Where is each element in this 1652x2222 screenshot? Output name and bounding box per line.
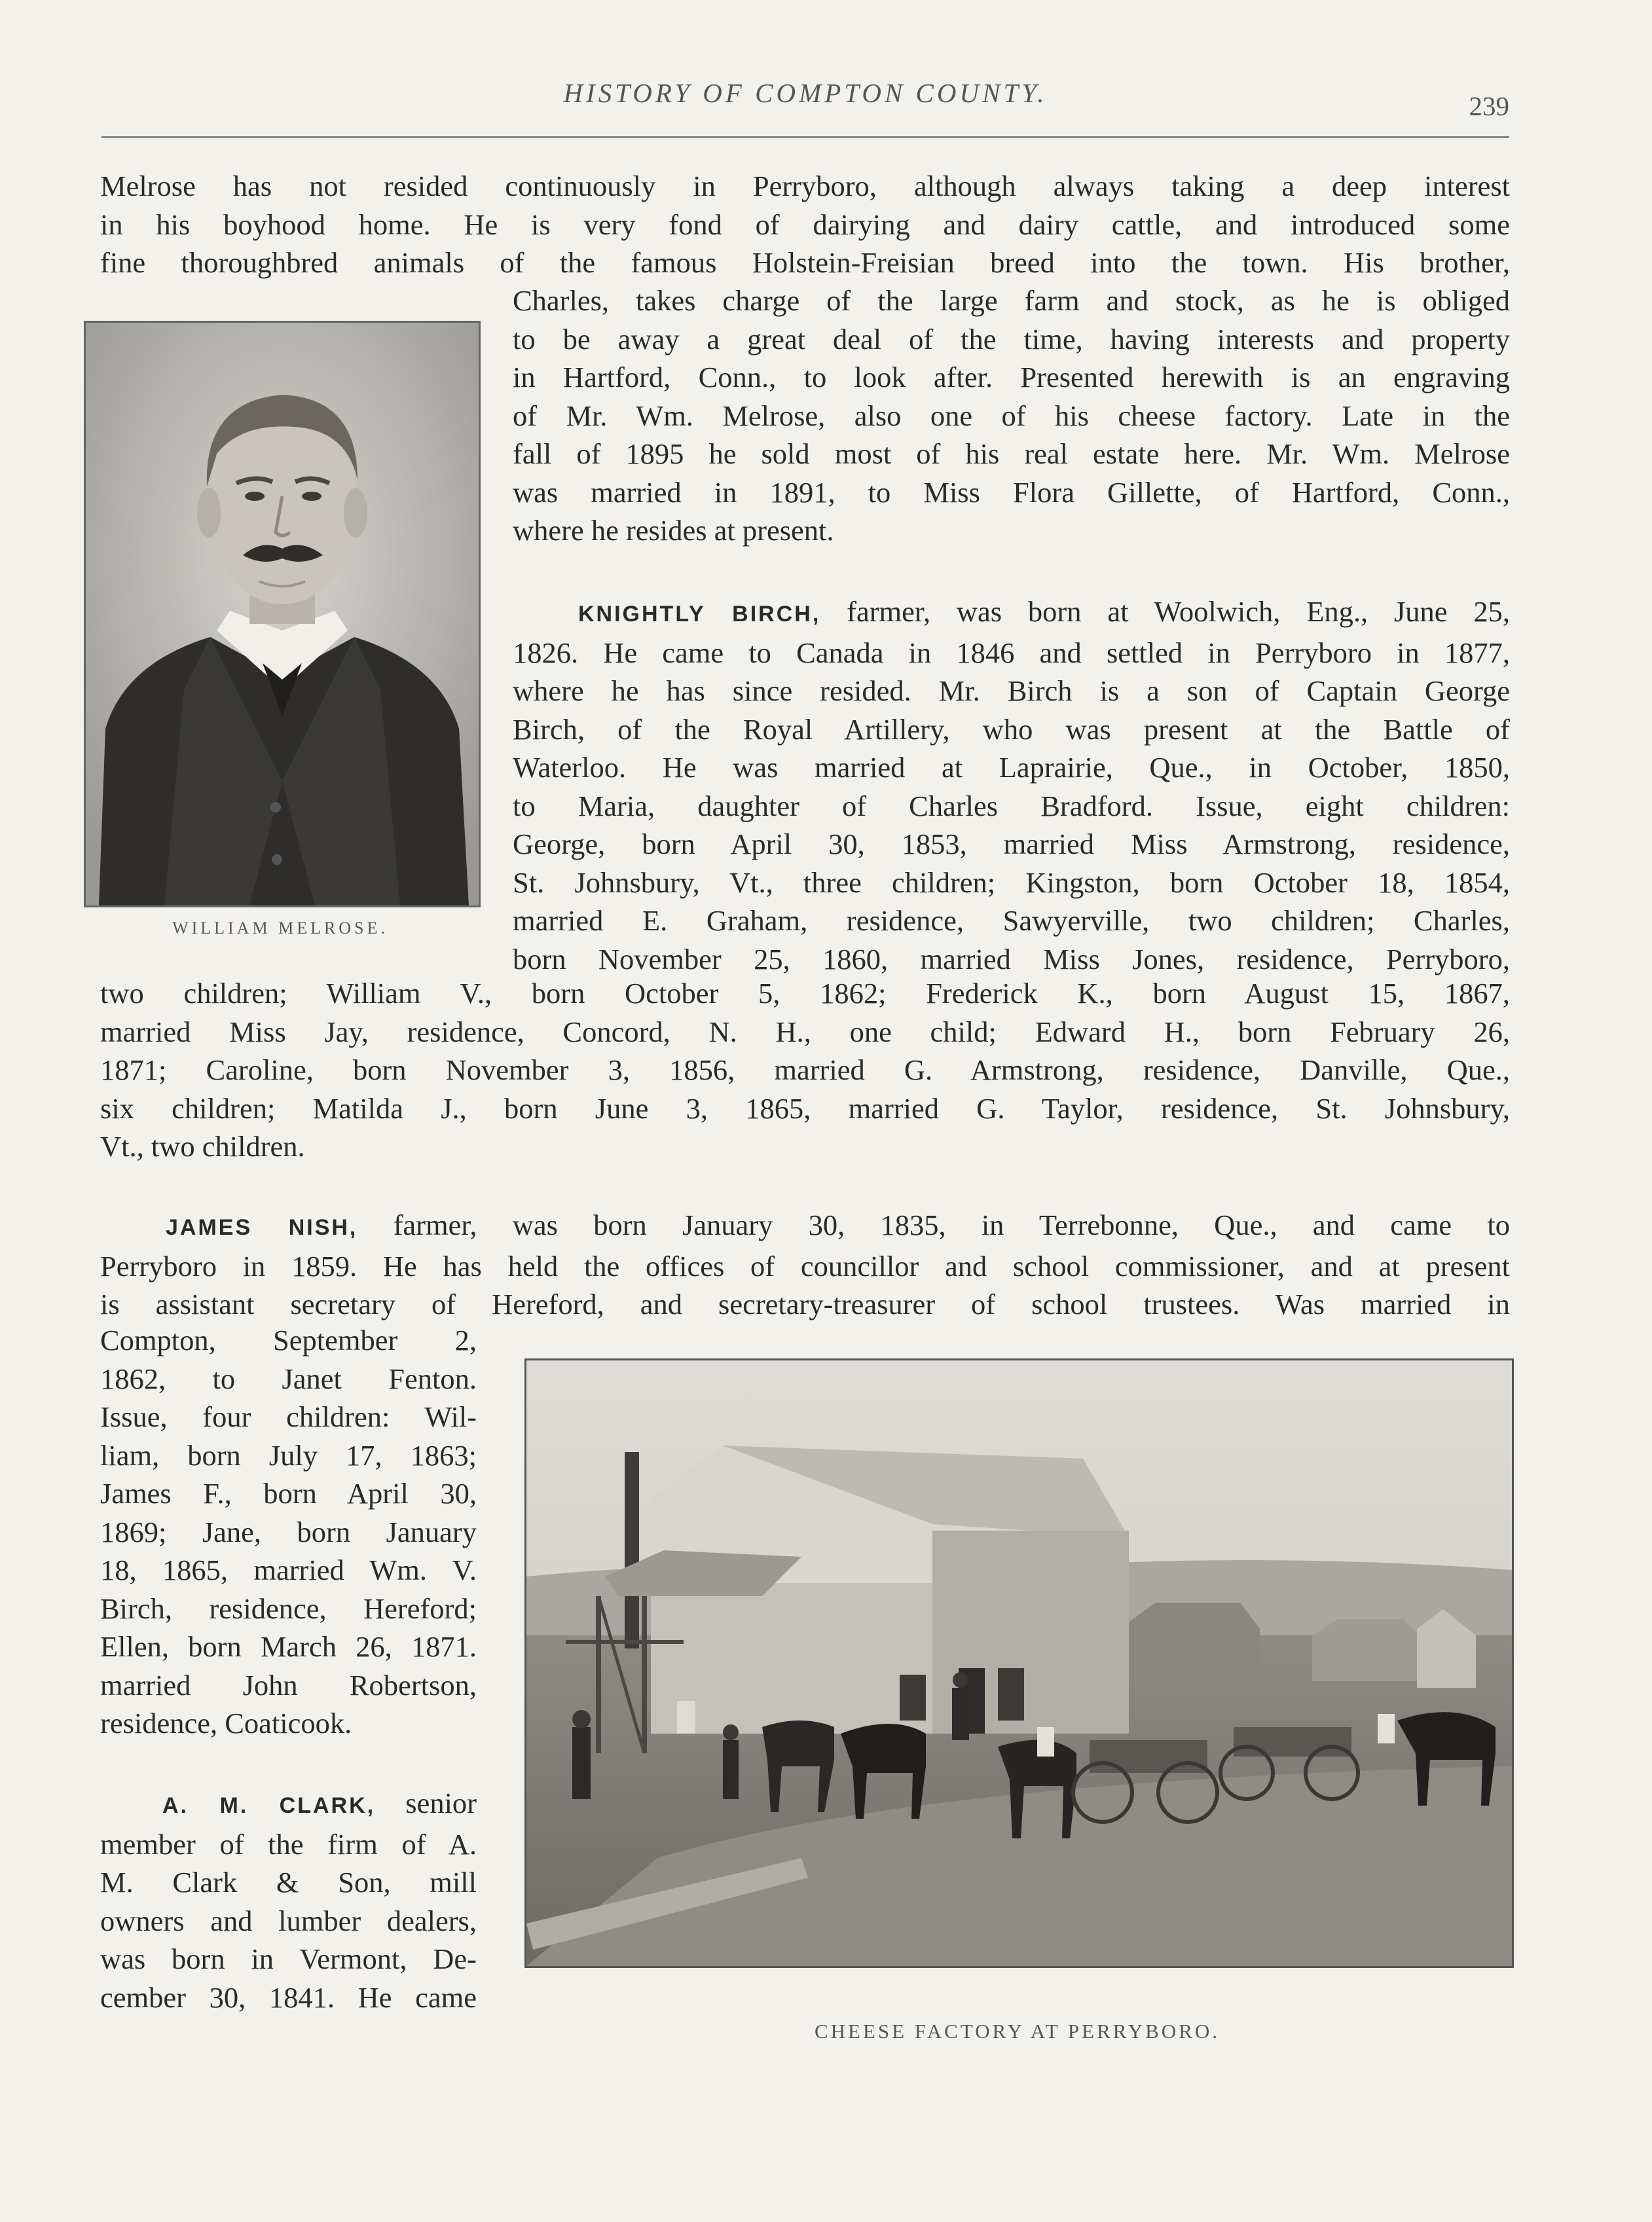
text-line: married Miss Jay, residence, Concord, N. H., one child; Edward H., born February 26, <box>100 1015 1510 1048</box>
text-line: in Hartford, Conn., to look after. Presented herewith is an engraving <box>513 361 1510 393</box>
text-line: Compton, September 2, <box>100 1324 477 1357</box>
header-rule <box>101 136 1509 138</box>
text-line <box>100 1784 477 1825</box>
text-run: farmer, was born at Woolwich, Eng., June 25, <box>847 595 1511 628</box>
text-line: 18, 1865, married Wm. V. <box>100 1554 477 1586</box>
text-line: in his boyhood home. He is very fond of dairying and dairy cattle, and introduced some <box>100 208 1510 241</box>
text-line: was married in 1891, to Miss Flora Gillette, of Hartford, Conn., <box>513 475 1510 509</box>
running-title: HISTORY OF COMPTON COUNTY. <box>563 78 1048 108</box>
subject-name: A. M. CLARK, <box>162 1793 376 1818</box>
page-header <box>101 77 1509 136</box>
text-line: 1869; Jane, born January <box>100 1515 477 1548</box>
text-line: Charles, takes charge of the large farm and stock, as he is obliged <box>513 284 1510 317</box>
text-line: St. Johnsbury, Vt., three children; Kingston, born October 18, 1854, <box>513 865 1510 899</box>
text-line: was born in Vermont, De- <box>100 1942 477 1975</box>
text-line: Waterloo. He was married at Laprairie, Que., in October, 1850, <box>513 751 1510 784</box>
text-line: liam, born July 17, 1863; <box>100 1438 477 1472</box>
text-line: to Maria, daughter of Charles Bradford. Issue, eight children: <box>513 789 1510 822</box>
subject-name: KNIGHTLY BIRCH, <box>578 602 821 627</box>
subject-name: JAMES NISH, <box>166 1215 358 1240</box>
factory-caption: CHEESE FACTORY AT PERRYBORO. <box>814 2020 1221 2043</box>
page-number: 239 <box>1469 91 1509 121</box>
text-line: M. Clark & Son, mill <box>100 1866 477 1899</box>
text-line: residence, Coaticook. <box>100 1707 352 1739</box>
birch-paragraph-continued <box>100 974 1510 1166</box>
text-line: where he has since resided. Mr. Birch is a son of Captain George <box>513 674 1510 707</box>
text-line: Melrose has not resided continuously in Perryboro, although always taking a deep interest <box>100 170 1510 202</box>
text-line <box>513 592 1510 634</box>
text-line: where he resides at present. <box>513 514 834 547</box>
text-line: Birch, of the Royal Artillery, who was present at the Battle of <box>513 712 1510 746</box>
text-line: fine thoroughbred animals of the famous Holstein-Freisian breed into the town. His brother, <box>100 246 1510 279</box>
text-line: born November 25, 1860, married Miss Jones, residence, Perryboro, <box>513 942 1510 975</box>
text-line: two children; William V., born October 5, 1862; Frederick K., born August 15, 1867, <box>100 977 1510 1010</box>
text-line: married John Robertson, <box>100 1668 477 1702</box>
text-line: George, born April 30, 1853, married Miss Armstrong, residence, <box>513 828 1510 860</box>
text-line: six children; Matilda J., born June 3, 1865, married G. Taylor, residence, St. Johnsbury, <box>100 1091 1510 1125</box>
text-line: 1826. He came to Canada in 1846 and settled in Perryboro in 1877, <box>513 636 1510 669</box>
text-line: 1862, to Janet Fenton. <box>100 1362 477 1395</box>
text-line: Perryboro in 1859. He has held the offices of councillor and school commissioner, and at present <box>100 1249 1510 1283</box>
text-line <box>100 1206 1510 1247</box>
text-line: to be away a great deal of the time, having interests and property <box>513 322 1510 355</box>
portrait-image <box>84 321 481 907</box>
text-line: of Mr. Wm. Melrose, also one of his cheese factory. Late in the <box>513 399 1510 432</box>
text-run: senior <box>405 1787 477 1819</box>
cheese-factory-photo <box>524 1358 1514 1968</box>
text-line: is assistant secretary of Hereford, and secretary-treasurer of school trustees. Was married in <box>100 1288 1510 1320</box>
text-line: Vt., two children. <box>100 1130 305 1163</box>
clark-paragraph <box>100 1784 477 2016</box>
text-line: owners and lumber dealers, <box>100 1904 477 1937</box>
text-line: member of the firm of A. <box>100 1827 477 1861</box>
portrait-caption: WILLIAM MELROSE. <box>172 919 388 938</box>
text-run: farmer, was born January 30, 1835, in Terrebonne, Que., and came to <box>393 1209 1510 1241</box>
birch-paragraph <box>513 592 1510 978</box>
intro-paragraph-continued <box>513 282 1510 550</box>
text-line: fall of 1895 he sold most of his real estate here. Mr. Wm. Melrose <box>513 437 1510 470</box>
text-line: married E. Graham, residence, Sawyerville, two children; Charles, <box>513 904 1510 937</box>
text-line: Birch, residence, Hereford; <box>100 1592 477 1625</box>
nish-paragraph-continued <box>100 1321 477 1743</box>
text-line: Ellen, born March 26, 1871. <box>100 1630 477 1663</box>
intro-paragraph <box>100 167 1510 282</box>
text-line: James F., born April 30, <box>100 1477 477 1510</box>
text-line: cember 30, 1841. He came <box>100 1980 477 2014</box>
text-line: Issue, four children: Wil- <box>100 1400 477 1433</box>
nish-paragraph <box>100 1206 1510 1324</box>
text-line: 1871; Caroline, born November 3, 1856, married G. Armstrong, residence, Danville, Que., <box>100 1053 1510 1086</box>
